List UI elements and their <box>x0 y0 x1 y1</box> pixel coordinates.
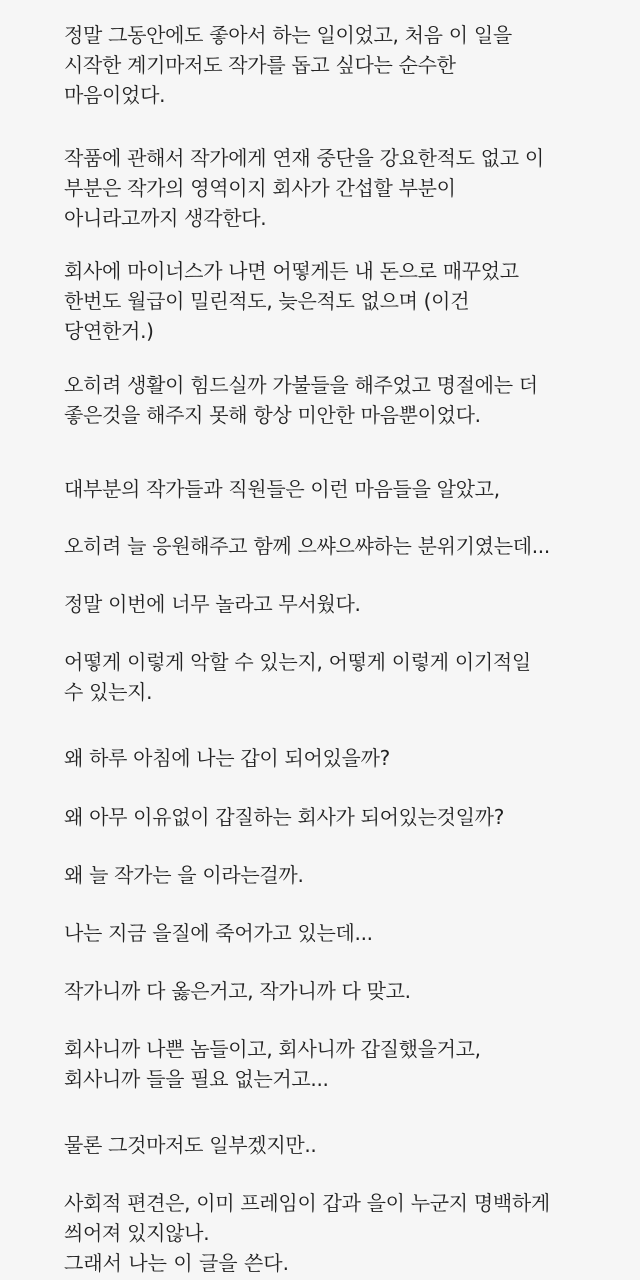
text-line: 부분은 작가의 영역이지 회사가 간섭할 부분이 <box>64 176 456 200</box>
text-line: 좋은것을 해주지 못해 항상 미안한 마음뿐이었다. <box>64 403 481 427</box>
paragraph <box>64 370 600 430</box>
text-line: 물론 그것마저도 일부겠지만.. <box>64 1133 317 1157</box>
text-line: 사회적 편견은, 이미 프레임이 갑과 을이 누군지 명백하게 <box>64 1191 550 1215</box>
text-line: 아니라고까지 생각한다. <box>64 206 267 230</box>
paragraph <box>64 256 600 346</box>
text-line: 수 있는지. <box>64 680 153 704</box>
text-line: 오히려 생활이 힘드실까 가불들을 해주었고 명절에는 더 <box>64 373 538 397</box>
paragraph <box>64 647 600 707</box>
text-line: 정말 이번에 너무 놀라고 무서웠다. <box>64 592 361 616</box>
text-line: 대부분의 작가들과 직원들은 이런 마음들을 알았고, <box>64 477 500 501</box>
paragraph <box>64 474 600 504</box>
text-line: 어떻게 이렇게 악할 수 있는지, 어떻게 이렇게 이기적일 <box>64 650 531 674</box>
text-line: 시작한 계기마저도 작가를 돕고 싶다는 순수한 <box>64 53 456 77</box>
text-line: 왜 늘 작가는 을 이라는걸까. <box>64 863 304 887</box>
paragraph <box>64 802 600 832</box>
paragraph <box>64 860 600 890</box>
text-line: 작품에 관해서 작가에게 연재 중단을 강요한적도 없고 이 <box>64 146 544 170</box>
paragraph <box>64 531 600 561</box>
cut-off-line <box>0 1251 640 1280</box>
paragraph <box>64 20 600 110</box>
text-line: 왜 아무 이유없이 갑질하는 회사가 되어있는것일까? <box>64 805 505 829</box>
paragraph <box>64 918 600 948</box>
text-line: 마음이었다. <box>64 83 166 107</box>
paragraph <box>64 143 600 233</box>
text-line: 왜 하루 아침에 나는 갑이 되어있을까? <box>64 746 390 770</box>
paragraph <box>64 976 600 1006</box>
text-line: 당연한거.) <box>64 319 154 343</box>
paragraph <box>64 589 600 619</box>
text-line: 씌어져 있지않나. <box>64 1221 210 1245</box>
paragraph <box>64 1034 600 1094</box>
text-line: 나는 지금 을질에 죽어가고 있는데... <box>64 921 373 945</box>
text-line: 정말 그동안에도 좋아서 하는 일이었고, 처음 이 일을 <box>64 23 512 47</box>
text-line: 회사에 마이너스가 나면 어떻게든 내 돈으로 매꾸었고 <box>64 259 519 283</box>
text-line: 회사니까 나쁜 놈들이고, 회사니까 갑질했을거고, <box>64 1037 481 1061</box>
partial-text-line: 그래서 나는 이 글을 쓴다. <box>64 1251 289 1275</box>
paragraph <box>64 743 600 773</box>
text-line: 작가니까 다 옳은거고, 작가니까 다 맞고. <box>64 979 411 1003</box>
paragraph <box>64 1188 600 1248</box>
paragraph <box>64 1130 600 1160</box>
text-line: 한번도 월급이 밀린적도, 늦은적도 없으며 (이건 <box>64 289 470 313</box>
text-line: 회사니까 들을 필요 없는거고... <box>64 1067 329 1091</box>
text-line: 오히려 늘 응원해주고 함께 으쌰으쌰하는 분위기였는데... <box>64 534 550 558</box>
